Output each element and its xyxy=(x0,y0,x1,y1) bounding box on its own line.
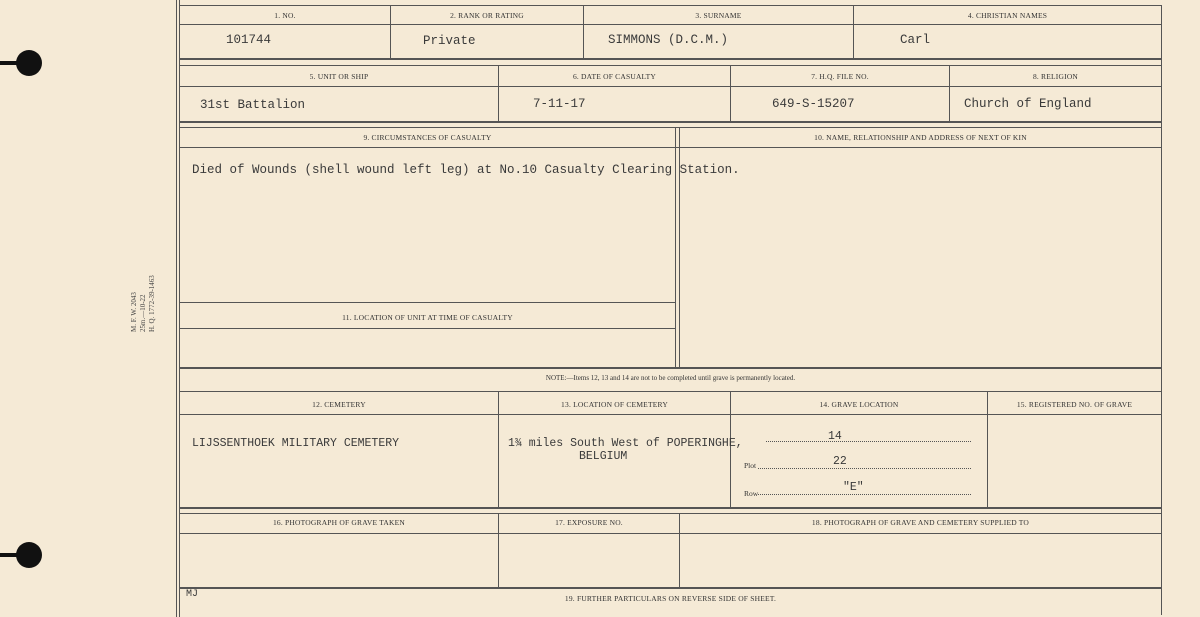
header-registered: 15. REGISTERED NO. OF GRAVE xyxy=(1016,400,1133,409)
header-hq: 7. H.Q. FILE NO. xyxy=(811,72,869,81)
note-text: NOTE:—Items 12, 13 and 14 are not to be completed until grave is permanently located. xyxy=(545,374,796,382)
header-next-of-kin: 10. NAME, RELATIONSHIP AND ADDRESS OF NEXT OF KIN xyxy=(814,133,1027,142)
header-grave-location: 14. GRAVE LOCATION xyxy=(819,400,899,409)
value-no: 101744 xyxy=(226,33,272,47)
value-religion: Church of England xyxy=(964,97,1092,111)
value-unit: 31st Battalion xyxy=(200,98,306,112)
header-location-cemetery: 13. LOCATION OF CEMETERY xyxy=(561,400,668,409)
header-cemetery: 12. CEMETERY xyxy=(312,400,366,409)
value-grave-1: 14 xyxy=(828,430,842,443)
value-grave-2: 22 xyxy=(833,455,847,468)
plot-label: Plot xyxy=(744,461,757,470)
header-date: 6. DATE OF CASUALTY xyxy=(572,72,657,81)
punch-hole-bottom xyxy=(16,542,42,568)
header-circumstances: 9. CIRCUMSTANCES OF CASUALTY xyxy=(363,133,492,142)
value-grave-3: "E" xyxy=(843,481,864,494)
header-exposure: 17. EXPOSURE NO. xyxy=(555,518,623,527)
header-surname: 3. SURNAME xyxy=(695,11,742,20)
header-unit: 5. UNIT OR SHIP xyxy=(309,72,369,81)
row-label: Row xyxy=(744,489,759,498)
punch-hole-top xyxy=(16,50,42,76)
value-circumstances: Died of Wounds (shell wound left leg) at No.10 Casualty Clearing Station. xyxy=(192,163,740,177)
header-location-unit: 11. LOCATION OF UNIT AT TIME OF CASUALTY xyxy=(342,313,513,322)
side-print: M. F. W. 2043 25m.—10-22 H. Q. 1772-39-1463 xyxy=(130,275,156,332)
header-religion: 8. RELIGION xyxy=(1032,72,1079,81)
value-christian: Carl xyxy=(900,33,931,47)
header-photo-taken: 16. PHOTOGRAPH OF GRAVE TAKEN xyxy=(272,518,406,527)
value-cemetery: LIJSSENTHOEK MILITARY CEMETERY xyxy=(192,437,400,450)
value-date: 7-11-17 xyxy=(533,97,586,111)
value-location-line2: BELGIUM xyxy=(579,450,628,463)
value-hq: 649-S-15207 xyxy=(772,97,855,111)
header-no: 1. NO. xyxy=(274,11,296,20)
initials: MJ xyxy=(186,589,199,600)
value-location-line1: 1¾ miles South West of POPERINGHE, xyxy=(508,437,743,450)
further-particulars: 19. FURTHER PARTICULARS ON REVERSE SIDE OF SHEET. xyxy=(564,594,777,603)
header-christian: 4. CHRISTIAN NAMES xyxy=(967,11,1048,20)
value-rank: Private xyxy=(423,34,476,48)
header-photo-supplied: 18. PHOTOGRAPH OF GRAVE AND CEMETERY SUPPLIED TO xyxy=(811,518,1030,527)
header-rank: 2. RANK OR RATING xyxy=(450,11,524,20)
value-surname: SIMMONS (D.C.M.) xyxy=(608,33,729,47)
